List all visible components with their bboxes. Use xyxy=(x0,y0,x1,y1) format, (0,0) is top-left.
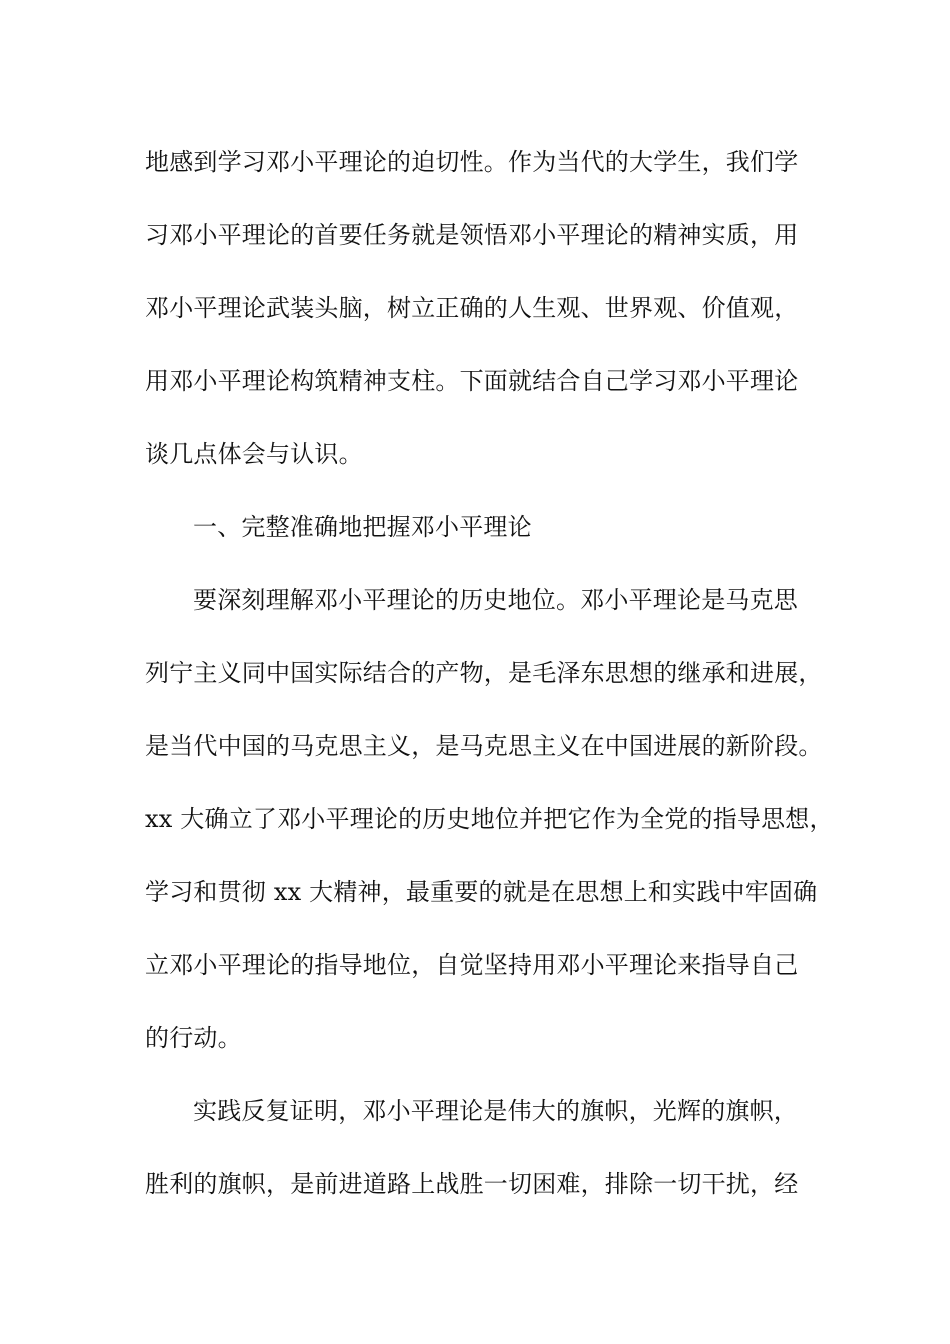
text-line: 的行动。 xyxy=(145,1024,242,1052)
text-line: 习邓小平理论的首要任务就是领悟邓小平理论的精神实质，用 xyxy=(145,221,799,249)
text-line: 是当代中国的马克思主义，是马克思主义在中国进展的新阶段。 xyxy=(145,732,823,760)
text-line: 用邓小平理论构筑精神支柱。下面就结合自己学习邓小平理论 xyxy=(145,367,799,395)
text-line: 胜利的旗帜，是前进道路上战胜一切困难，排除一切干扰，经 xyxy=(145,1170,799,1198)
text-line: 邓小平理论武装头脑，树立正确的人生观、世界观、价值观， xyxy=(145,294,799,322)
section-heading: 一、完整准确地把握邓小平理论 xyxy=(193,513,532,541)
text-line: 地感到学习邓小平理论的迫切性。作为当代的大学生，我们学 xyxy=(145,148,799,176)
text-line: 谈几点体会与认识。 xyxy=(145,440,363,468)
paragraph-start-line: 实践反复证明，邓小平理论是伟大的旗帜，光辉的旗帜， xyxy=(193,1097,798,1125)
text-line: 列宁主义同中国实际结合的产物，是毛泽东思想的继承和进展， xyxy=(145,659,823,687)
body-text xyxy=(145,126,834,1221)
paragraph-start-line: 要深刻理解邓小平理论的历史地位。邓小平理论是马克思 xyxy=(193,586,798,614)
text-line: xx 大确立了邓小平理论的历史地位并把它作为全党的指导思想， xyxy=(145,805,834,833)
text-line: 学习和贯彻 xx 大精神，最重要的就是在思想上和实践中牢固确 xyxy=(145,878,818,906)
text-line: 立邓小平理论的指导地位，自觉坚持用邓小平理论来指导自己 xyxy=(145,951,799,979)
